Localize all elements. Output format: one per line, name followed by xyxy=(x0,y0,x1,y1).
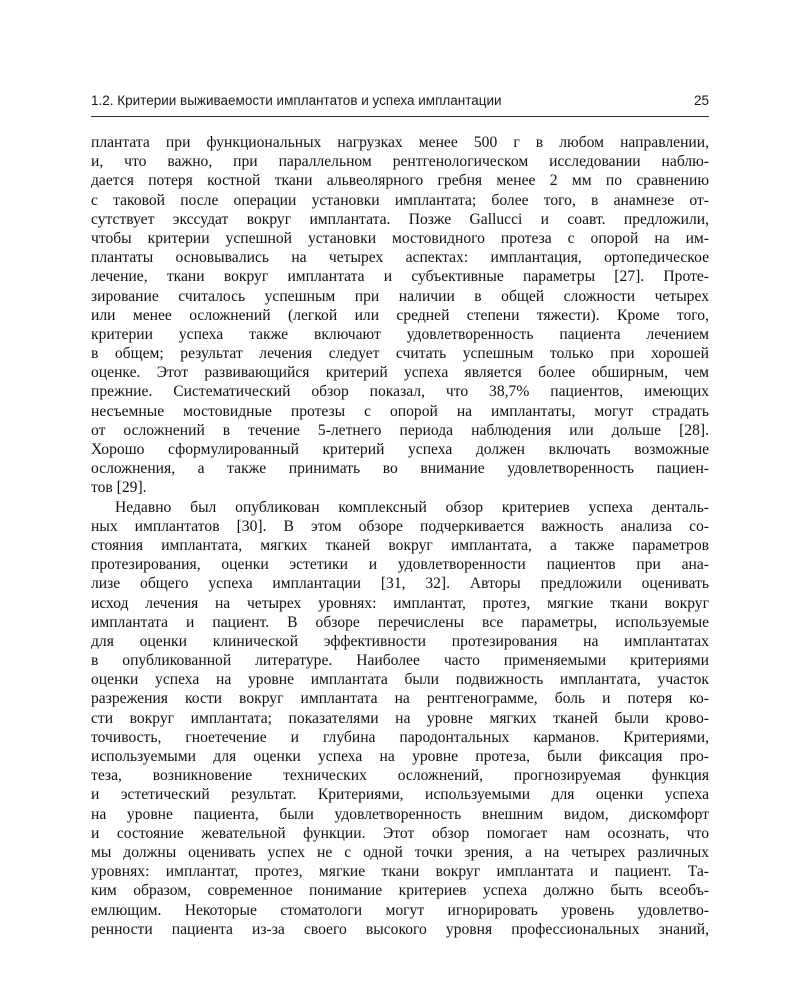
text-line: и состояние жевательной функции. Этот обзор помогает нам осознать, что xyxy=(91,824,709,842)
text-line: точивость, гноетечение и глубина пародонтальных карманов. Критериями, xyxy=(91,728,709,746)
text-line: теза, возникновение технических осложнений, прогнозируемая функция xyxy=(91,767,709,785)
text-line: для оценки клинической эффективности протезирования на имплантатах xyxy=(91,632,709,650)
text-line: несъемные мостовидные протезы с опорой на имплантаты, могут страдать xyxy=(91,402,709,420)
text-line: мы должны оценивать успех не с одной точки зрения, а на четырех различных xyxy=(91,843,709,861)
paragraph xyxy=(91,498,709,939)
text-line: оценке. Этот развивающийся критерий успеха является более обширным, чем xyxy=(91,364,709,382)
text-line: ренности пациента из-за своего высокого уровня профессиональных знаний, xyxy=(91,920,709,938)
text-line: от осложнений в течение 5-летнего периода наблюдения или дольше [28]. xyxy=(91,421,709,439)
text-line: ким образом, современное понимание критериев успеха должно быть всеобъ- xyxy=(91,882,709,900)
text-line: плантаты основывались на четырех аспектах: имплантация, ортопедическое xyxy=(91,249,709,267)
text-line: уровнях: имплантат, протез, мягкие ткани вокруг имплантата и пациент. Та- xyxy=(91,863,709,881)
text-line: используемыми для оценки успеха на уровне протеза, были фиксация про- xyxy=(91,748,709,765)
header-rule xyxy=(91,116,709,117)
text-line: и эстетический результат. Критериями, используемыми для оценки успеха xyxy=(91,786,709,804)
text-line: протезирования, оценки эстетики и удовлетворенности пациентов при ана- xyxy=(91,556,709,574)
running-head xyxy=(91,91,709,113)
page-number: 25 xyxy=(693,93,709,108)
text-line: чтобы критерии успешной установки мостовидного протеза с опорой на им- xyxy=(91,229,709,247)
text-line: стояния имплантата, мягких тканей вокруг имплантата, а также параметров xyxy=(91,536,709,554)
text-line: разрежения кости вокруг имплантата на рентгенограмме, боль и потеря ко- xyxy=(91,690,709,708)
text-line: критерии успеха также включают удовлетворенность пациента лечением xyxy=(91,325,709,343)
text-line: тов [29]. xyxy=(91,479,147,497)
paragraph xyxy=(91,133,709,498)
text-line: или менее осложнений (легкой или средней степени тяжести). Кроме того, xyxy=(91,306,709,324)
section-title: 1.2. Критерии выживаемости имплантатов и успеха имплантации xyxy=(91,93,502,108)
text-line: в опубликованной литературе. Наиболее часто применяемыми критериями xyxy=(91,652,709,670)
text-line: исход лечения на четырех уровнях: имплантат, протез, мягкие ткани вокруг xyxy=(91,594,709,612)
text-line: емлющим. Некоторые стоматологи могут игнорировать уровень удовлетво- xyxy=(91,901,709,919)
text-line: прежние. Систематический обзор показал, что 38,7% пациентов, имеющих xyxy=(91,383,709,401)
text-line: Хорошо сформулированный критерий успеха должен включать возможные xyxy=(91,441,709,458)
text-line: имплантата и пациент. В обзоре перечислены все параметры, используемые xyxy=(91,613,709,631)
text-line: ных имплантатов [30]. В этом обзоре подчеркивается важность анализа со- xyxy=(91,517,709,535)
text-line: сутствует экссудат вокруг имплантата. Позже Gallucci и соавт. предложили, xyxy=(91,210,709,228)
text-line: Недавно был опубликован комплексный обзор критериев успеха денталь- xyxy=(115,498,709,516)
text-line: осложнения, а также принимать во внимание удовлетворенность пациен- xyxy=(91,460,709,478)
text-line: сти вокруг имплантата; показателями на уровне мягких тканей были крово- xyxy=(91,709,709,727)
text-line: и, что важно, при параллельном рентгенологическом исследовании наблю- xyxy=(91,153,709,171)
text-line: дается потеря костной ткани альвеолярного гребня менее 2 мм по сравнению xyxy=(91,172,709,190)
text-line: лечение, ткани вокруг имплантата и субъективные параметры [27]. Проте- xyxy=(91,268,709,286)
body-text xyxy=(91,133,709,939)
text-line: лизе общего успеха имплантации [31, 32]. Авторы предложили оценивать xyxy=(91,575,709,593)
text-line: в общем; результат лечения следует считать успешным только при хорошей xyxy=(91,345,709,363)
text-line: на уровне пациента, были удовлетворенность внешним видом, дискомфорт xyxy=(91,805,709,823)
text-line: с таковой после операции установки имплантата; более того, в анамнезе от- xyxy=(91,191,709,209)
text-line: плантата при функциональных нагрузках менее 500 г в любом направлении, xyxy=(91,134,709,151)
text-line: оценки успеха на уровне имплантата были подвижность имплантата, участок xyxy=(91,671,709,689)
text-line: зирование считалось успешным при наличии в общей сложности четырех xyxy=(91,287,709,305)
